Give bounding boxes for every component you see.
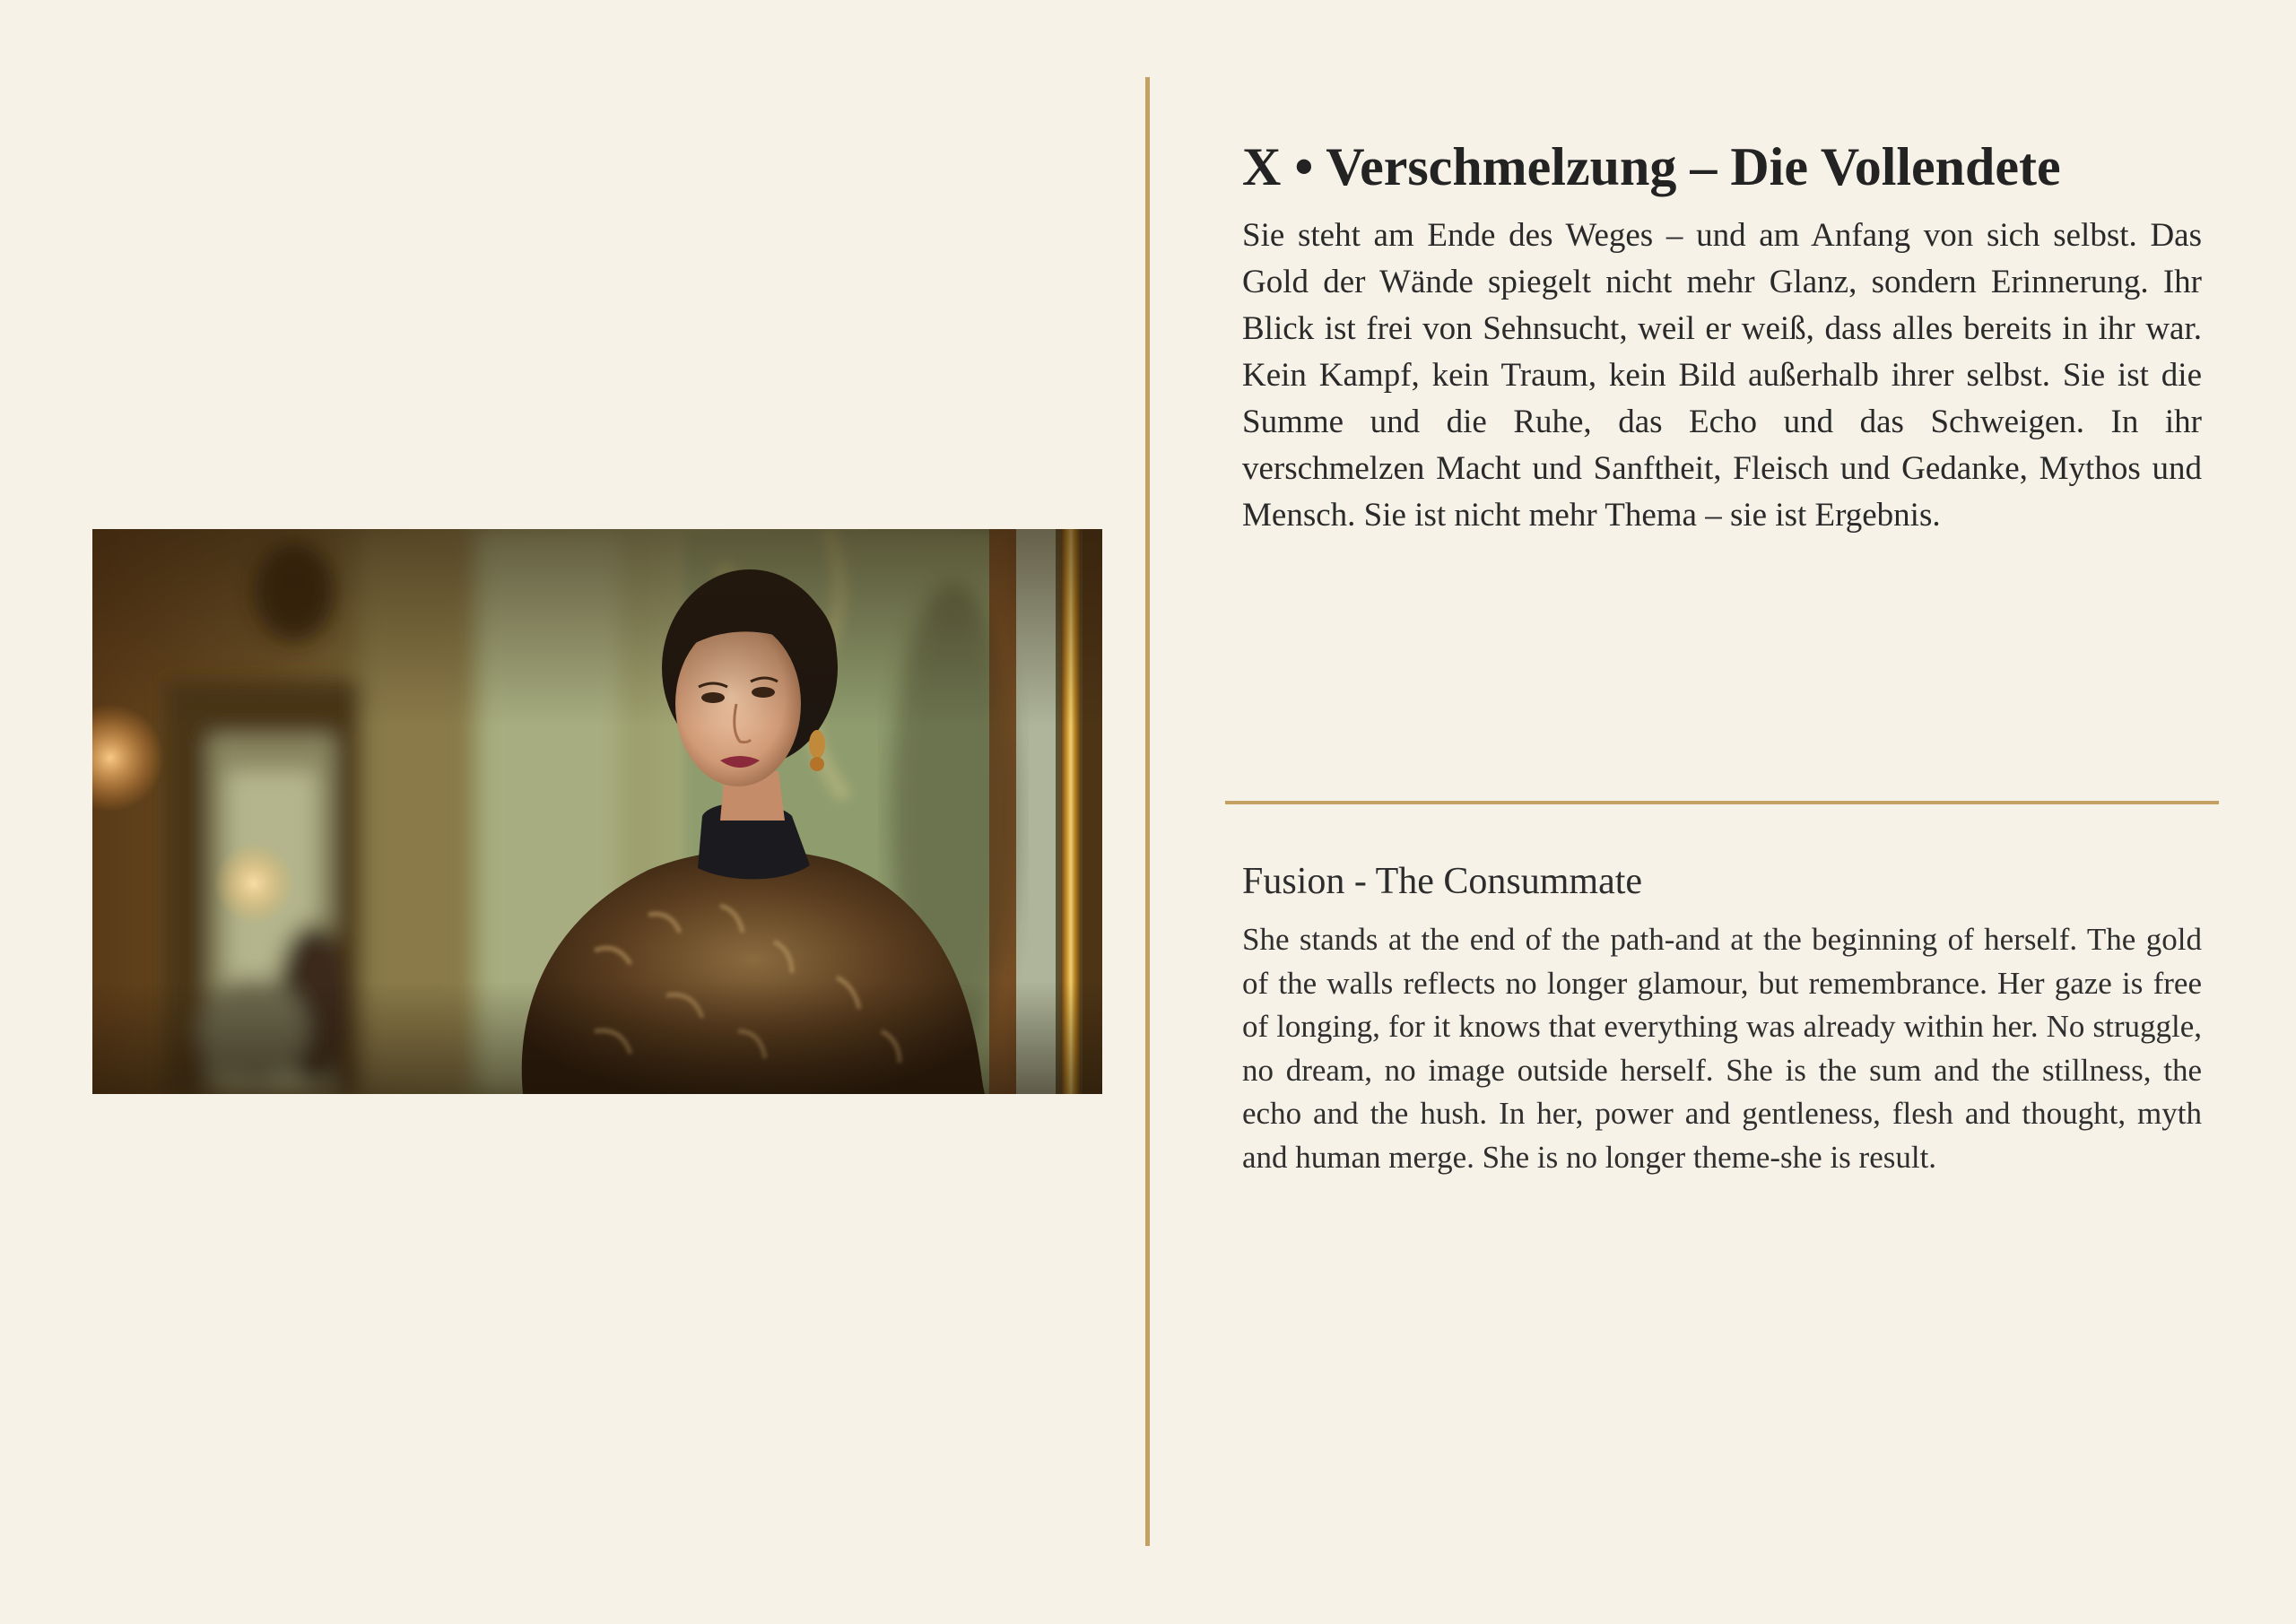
vertical-divider xyxy=(1145,77,1150,1546)
woman-in-fur-coat-illustration xyxy=(92,529,1102,1094)
english-title: Fusion - The Consummate xyxy=(1242,861,1643,902)
horizontal-divider xyxy=(1225,801,2219,804)
german-body-text: Sie steht am Ende des Weges – und am Anfang von sich selbst. Das Gold der Wände spiegelt nicht mehr Glanz, sondern Erinnerung. Ihr Blick ist frei von Sehnsucht, weil er weiß, dass alles bereits in ihr war. Kein Kampf, kein Traum, kein Bild außerhalb ihrer selbst. Sie ist die Summe und die Ruhe, das Echo und das Schweigen. In ihr verschmelzen Macht und Sanftheit, Fleisch und Gedanke, Mythos und Mensch. Sie ist nicht mehr Thema – sie ist Ergebnis. xyxy=(1242,217,2202,534)
portrait-photo xyxy=(92,529,1102,1094)
german-title: X • Verschmelzung – Die Vollendete xyxy=(1242,137,2061,196)
english-body-text: She stands at the end of the path-and at the beginning of herself. The gold of the walls reflects no longer glamour, but remembrance. Her gaze is free of longing, for it knows that everything was already within her. No struggle, no dream, no image outside herself. She is the sum and the stillness, the echo and the hush. In her, power and gentleness, flesh and thought, myth and human merge. She is no longer theme-she is result. xyxy=(1242,922,2202,1175)
